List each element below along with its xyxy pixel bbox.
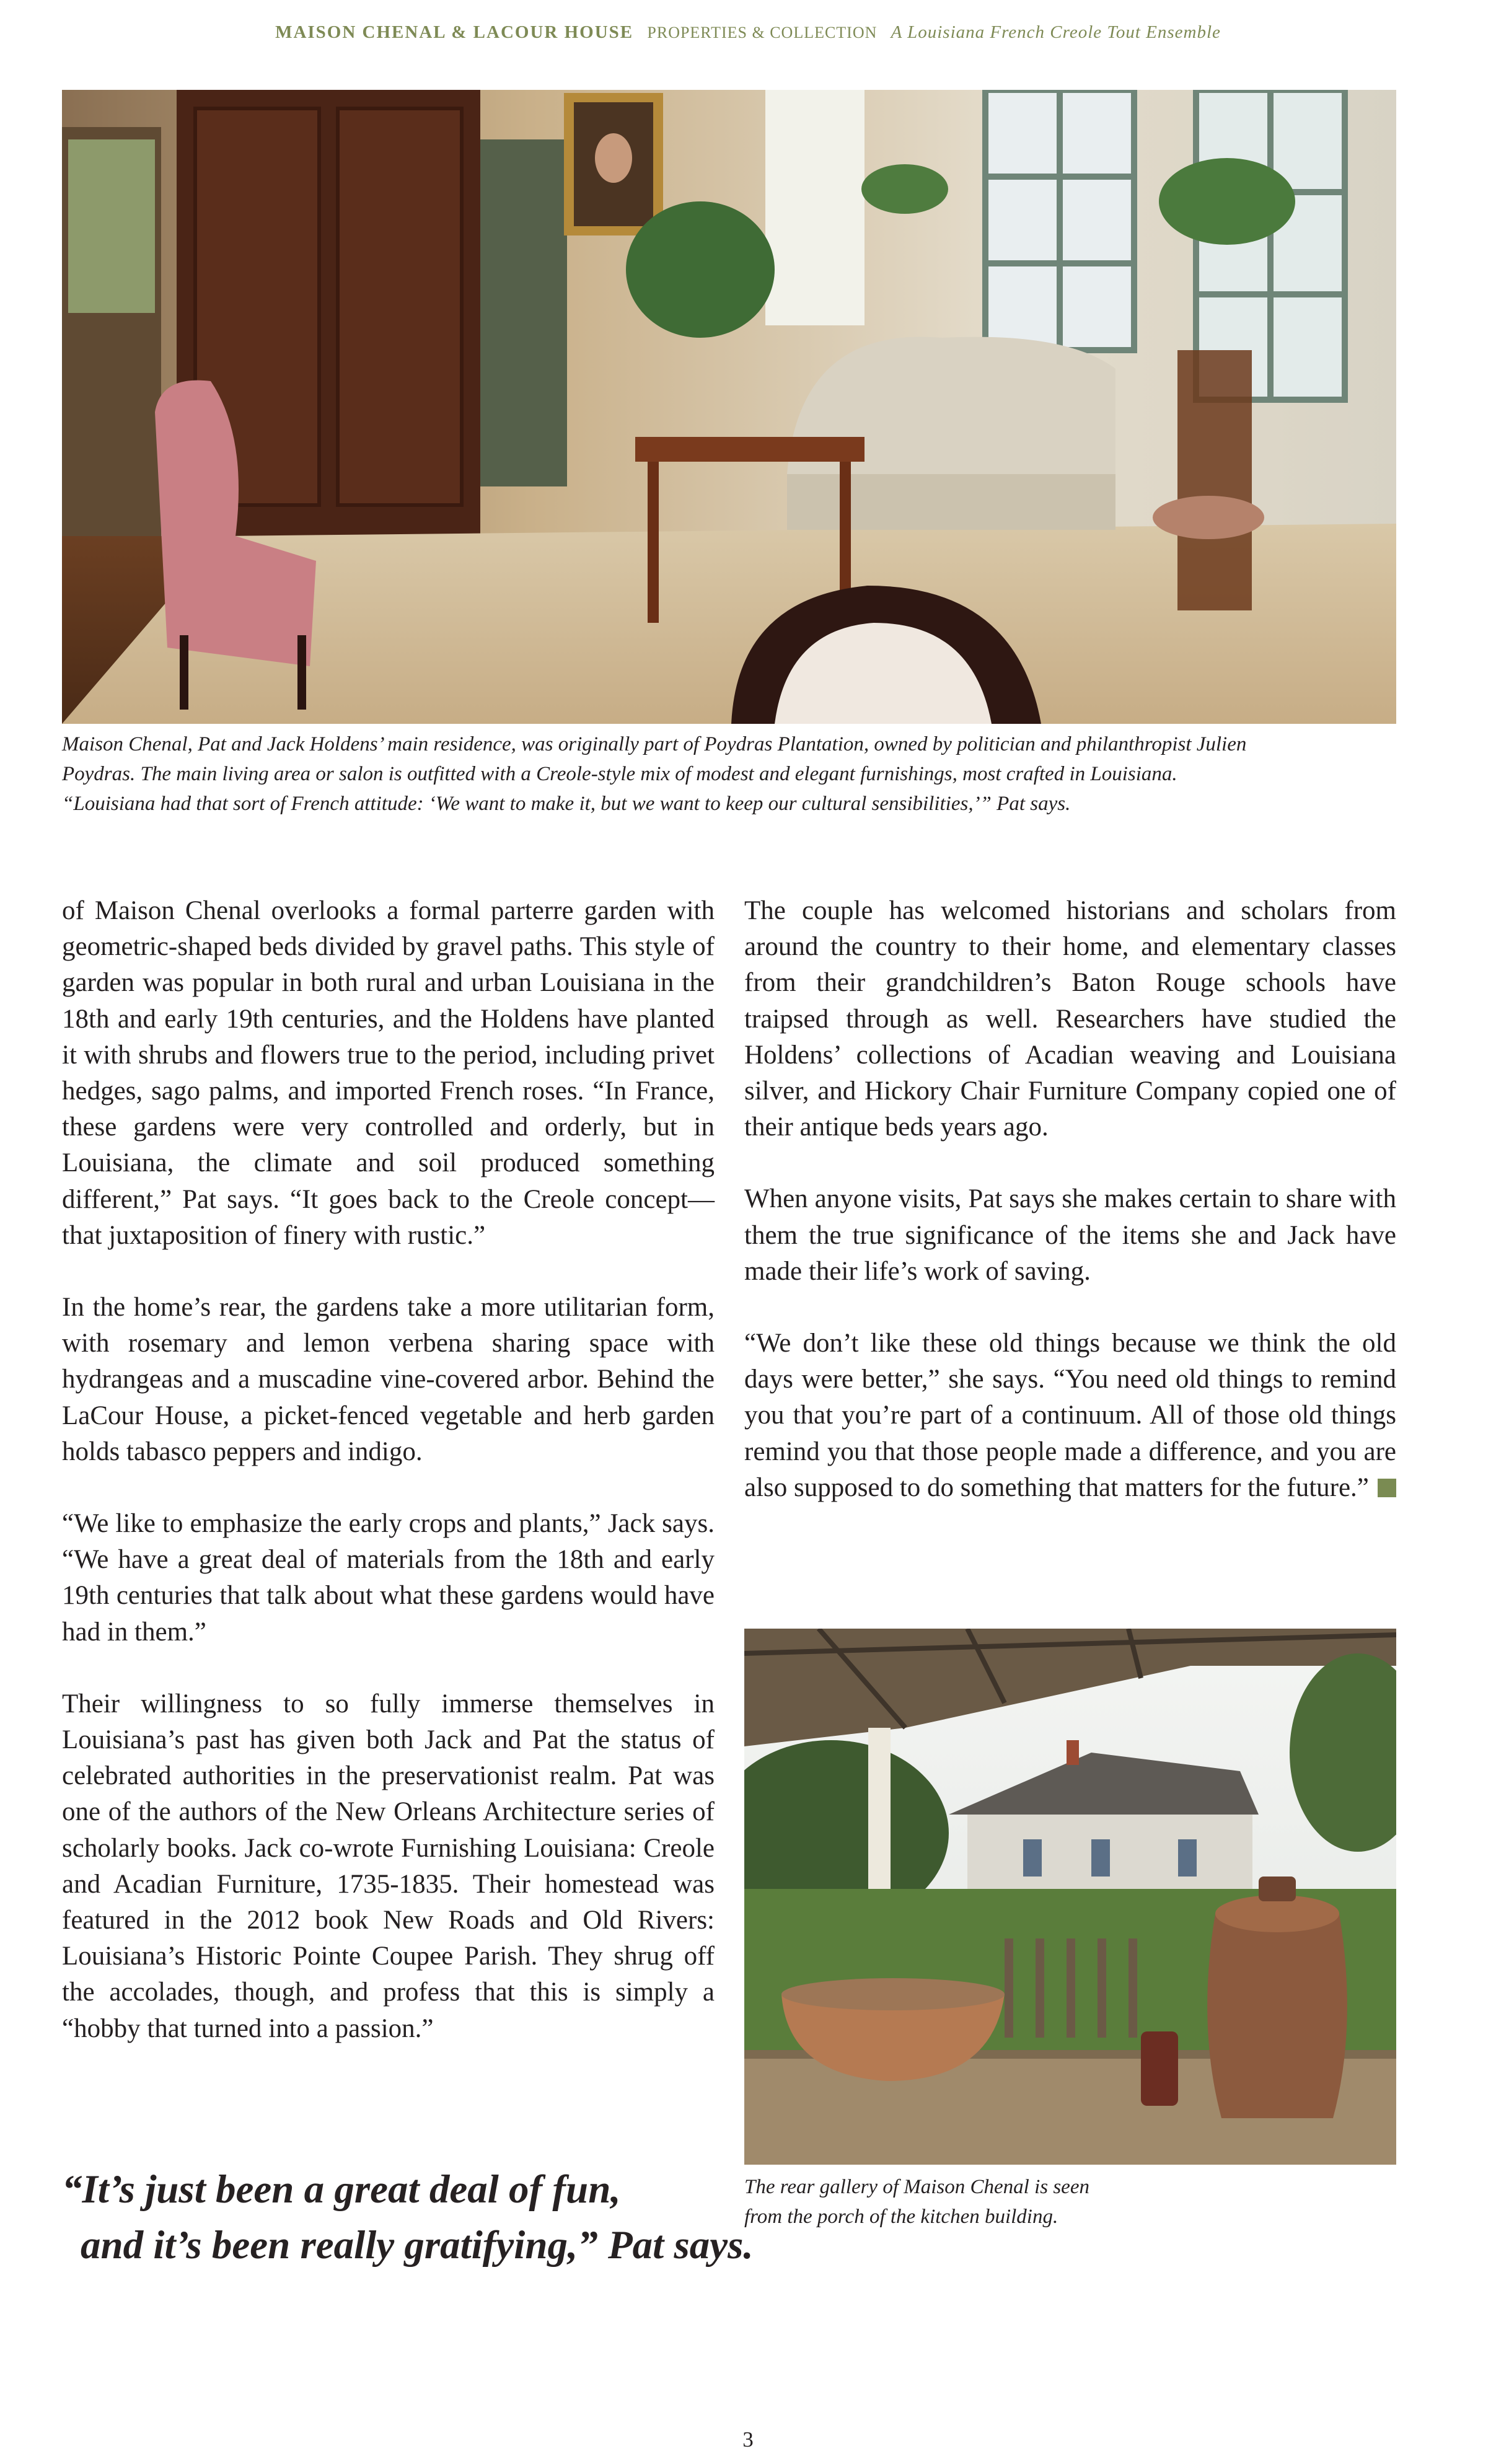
body-paragraph: The couple has welcomed historians and scholars from around the country to their home, and elementary classes from their grandchildren’s Baton Rouge schools have traipsed through as well. Researchers have studied the Holdens’ collections of Acadian weaving and Louisiana silver, and Hickory Chair Furniture Company copied one of their antique beds years ago. <box>744 896 1396 1142</box>
body-paragraph: In the home’s rear, the gardens take a more utilitarian form, with rosemary and lemon verbena sharing space with hydrangeas and a muscadine vine-covered arbor. Behind the LaCour House, a picket-fenced vegetable and herb garden holds tabasco peppers and indigo. <box>62 1293 715 1466</box>
running-header <box>0 22 1496 43</box>
page-number: 3 <box>742 2427 754 2452</box>
right-column <box>744 893 1396 1542</box>
caption-line: “Louisiana had that sort of French attitude: ‘We want to make it, but we want to keep our cultural sensibilities,’” Pat says. <box>62 793 1071 815</box>
body-paragraph: Their willingness to so fully immerse themselves in Louisiana’s past has given both Jack and Pat the status of celebrated authorities in the preservationist realm. Pat was one of the authors of the New Orleans Architecture series of scholarly books. Jack co-wrote Furnishing Louisiana: Creole and Acadian Furniture, 1735-1835. Their homestead was featured in the 2012 book New Roads and Old Rivers: Louisiana’s Historic Pointe Coupee Parish. They shrug off the accolades, though, and profess that this is simply a “hobby that turned into a passion.” <box>62 1689 715 2043</box>
porch-photo <box>744 1629 1396 2165</box>
caption-line: Poydras. The main living area or salon is outfitted with a Creole-style mix of modest and elegant furnishings, most crafted in Louisiana. <box>62 763 1177 785</box>
body-paragraph: When anyone visits, Pat says she makes certain to share with them the true significance of the items she and Jack have made their life’s work of saving. <box>744 1184 1396 1286</box>
porch-photo-caption <box>744 2172 1178 2232</box>
closing-paragraph <box>744 1326 1396 1506</box>
body-paragraph: of Maison Chenal overlooks a formal parterre garden with geometric-shaped beds divided by gravel paths. This style of garden was popular in both rural and urban Louisiana in the 18th and early 19th centuries, and the Holdens have planted it with shrubs and flowers true to the period, including privet hedges, sago palms, and imported French roses. “In France, these gardens were very controlled and orderly, but in Louisiana, the climate and soil produced something different,” Pat says. “It goes back to the Creole concept—that juxtaposition of finery with rustic.” <box>62 896 715 1250</box>
pull-quote-line: “It’s just been a great deal of fun, <box>62 2167 621 2212</box>
salon-photo-caption <box>62 729 1394 819</box>
header-section: PROPERTIES & COLLECTION <box>647 24 878 42</box>
end-of-article-mark <box>1378 1479 1396 1497</box>
header-title: MAISON CHENAL & LACOUR HOUSE <box>275 22 634 42</box>
caption-line: The rear gallery of Maison Chenal is seen <box>744 2176 1089 2198</box>
salon-photo <box>62 90 1396 724</box>
caption-line: Maison Chenal, Pat and Jack Holdens’ main residence, was originally part of Poydras Plantation, owned by politician and philanthropist Julien <box>62 733 1247 755</box>
pull-quote <box>62 2162 754 2273</box>
left-column <box>62 893 715 2083</box>
body-paragraph: “We like to emphasize the early crops and plants,” Jack says. “We have a great deal of materials from the 18th and early 19th centuries that talk about what these gardens would have had in them.” <box>62 1509 715 1647</box>
header-tagline: A Louisiana French Creole Tout Ensemble <box>891 22 1221 42</box>
caption-line: from the porch of the kitchen building. <box>744 2206 1058 2228</box>
body-paragraph-text: “We don’t like these old things because we think the old days were better,” she says. “You need old things to remind you that you’re part of a continuum. All of those old things remind you that those people made a difference, and you are also supposed to do something that matters for the future.” <box>744 1329 1396 1502</box>
pull-quote-line: and it’s been really gratifying,” Pat says. <box>81 2223 754 2268</box>
